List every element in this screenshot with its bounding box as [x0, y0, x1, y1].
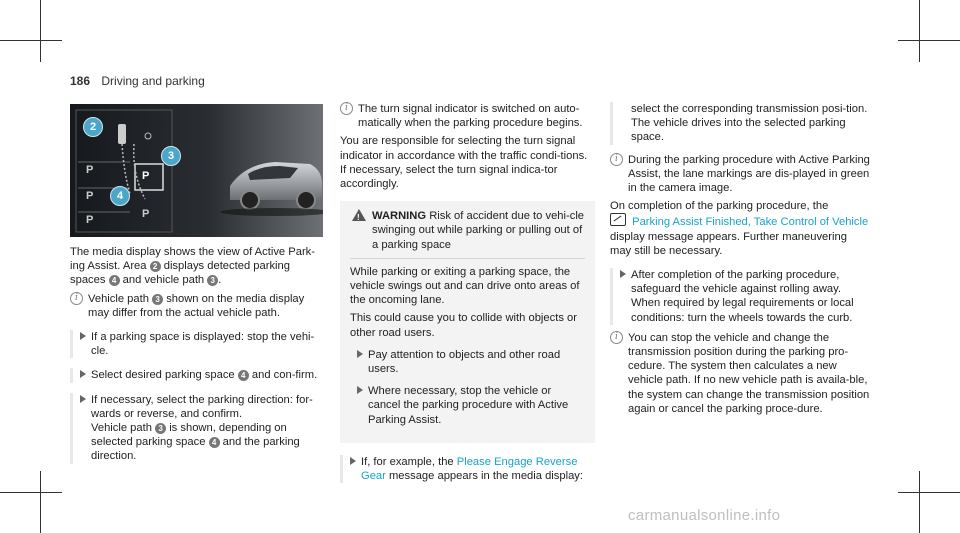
crop-mark: [919, 471, 920, 533]
info-icon: i: [610, 153, 623, 166]
step-item: Where necessary, stop the vehicle or cancel the parking procedure with Active Parking Assist.: [350, 384, 585, 427]
ref-tag: 2: [150, 261, 161, 272]
crop-mark: [919, 0, 920, 62]
info-note: i Vehicle path 3 shown on the media display may differ from the actual vehicle path.: [70, 292, 325, 320]
warning-box: [340, 201, 595, 443]
info-icon: i: [610, 331, 623, 344]
column-3: [610, 102, 870, 420]
paragraph: On completion of the parking procedure, the Parking Assist Finished, Take Control of Vehicle display message appears. Further maneuvering may still be necessary.: [610, 200, 869, 257]
media-display-image: [70, 104, 323, 237]
ref-tag: 3: [152, 294, 163, 305]
ref-tag: 4: [238, 370, 249, 381]
display-message: Parking Assist Finished, Take Control of Vehicle: [632, 216, 869, 229]
arrow-icon: [80, 370, 86, 378]
step-item: If necessary, select the parking direction: for-wards or reverse, and confirm. Vehicle path 3 is shown, depending on selected parking space 4 and the parking direction.: [70, 393, 325, 464]
step-item: Select desired parking space 4 and con-firm.: [70, 368, 325, 382]
figure-caption: The media display shows the view of Active Park-ing Assist. Area 2 displays detected parking spaces 4 and vehicle path 3 .: [70, 246, 315, 287]
parking-space-label: P: [86, 164, 94, 176]
crop-mark: [898, 492, 960, 493]
arrow-icon: [357, 386, 363, 394]
callout-4: 4: [110, 186, 130, 206]
paragraph: You are responsible for selecting the turn signal indicator in accordance with the traffic condi-tions. If necessary, select the turn signal indica-tor accordingly.: [340, 135, 588, 191]
parking-space-label: P: [86, 214, 94, 226]
divider: [350, 258, 585, 259]
parking-space-label: P: [142, 170, 150, 182]
arrow-icon: [357, 350, 363, 358]
step-item: Pay attention to objects and other road users.: [350, 348, 585, 376]
callout-2: 2: [83, 117, 103, 137]
page-header: [70, 74, 205, 88]
warning-heading: ! WARNING Risk of accident due to vehi-cle swinging out while parking or pulling out of a parking space: [350, 209, 585, 252]
crop-mark: [0, 40, 62, 41]
section-title: Driving and parking: [101, 74, 205, 88]
crop-mark: [40, 471, 41, 533]
info-note: i You can stop the vehicle and change the transmission position during the parking pro-cedure. The system then calculates a new vehicle path. If no new vehicle path is availa-ble, the system can change the transmission position again or cancel the parking proce-dure.: [610, 331, 870, 416]
info-icon: i: [70, 292, 83, 305]
arrow-icon: [620, 270, 626, 278]
column-1: [70, 245, 325, 470]
info-icon: i: [340, 102, 353, 115]
arrow-icon: [80, 395, 86, 403]
crop-mark: [898, 40, 960, 41]
info-note: i During the parking procedure with Active Parking Assist, the lane markings are dis-played in green in the camera image.: [610, 153, 870, 196]
parking-space-label: P: [142, 208, 150, 220]
arrow-icon: [80, 332, 86, 340]
parking-assist-figure: [70, 104, 323, 237]
warning-text: This could cause you to collide with objects or other road users.: [350, 312, 577, 339]
display-message: Please Engage Reverse Gear: [361, 455, 578, 483]
step-item: If a parking space is displayed: stop the vehi-cle.: [70, 330, 325, 358]
crop-mark: [40, 0, 41, 62]
page-number: 186: [70, 74, 91, 88]
ref-tag: 4: [209, 437, 220, 448]
callout-3: 3: [161, 146, 181, 166]
step-item: If, for example, the Please Engage Reverse Gear message appears in the media display:: [340, 455, 595, 483]
info-note: i The turn signal indicator is switched on auto-matically when the parking procedure begins.: [340, 102, 595, 130]
warning-icon: [352, 209, 366, 221]
warning-text: While parking or exiting a parking space, the vehicle swings out and can drive onto areas of the oncoming lane.: [350, 265, 580, 307]
ref-tag: 3: [155, 423, 166, 434]
step-item: After completion of the parking procedure, safeguard the vehicle against rolling away. When required by legal requirements or local conditions: turn the wheels towards the curb.: [610, 268, 870, 325]
column-2: [340, 102, 595, 489]
crop-mark: [0, 492, 62, 493]
watermark: carmanualsonline.info: [628, 507, 781, 524]
ref-tag: 4: [109, 275, 120, 286]
step-continuation: select the corresponding transmission posi-tion. The vehicle drives into the selected parking space.: [610, 102, 870, 145]
ref-tag: 3: [207, 275, 218, 286]
parking-space-label: P: [86, 190, 94, 202]
parking-assist-icon: [610, 213, 626, 226]
arrow-icon: [350, 457, 356, 465]
